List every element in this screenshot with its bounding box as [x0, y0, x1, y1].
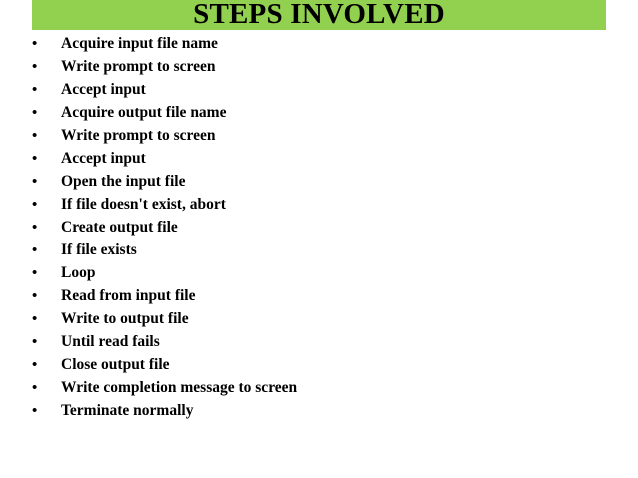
- bullet-icon: •: [32, 35, 38, 52]
- step-text: Write prompt to screen: [61, 57, 216, 75]
- bullet-icon: •: [32, 333, 38, 351]
- bullet-icon: •: [32, 241, 38, 259]
- step-text: Loop: [61, 264, 96, 282]
- title-banner: [32, 0, 606, 30]
- bullet-icon: •: [32, 379, 38, 397]
- step-text: Acquire output file name: [61, 103, 227, 121]
- bullet-icon: •: [32, 402, 38, 419]
- bullet-icon: •: [32, 356, 38, 374]
- step-text: Terminate normally: [61, 402, 194, 419]
- step-text: Create output file: [61, 218, 178, 236]
- step-text: Close output file: [61, 356, 170, 374]
- slide-title: STEPS INVOLVED: [193, 0, 445, 30]
- bullet-icon: •: [32, 80, 38, 98]
- step-text: Open the input file: [61, 172, 186, 190]
- bullet-icon: •: [32, 310, 38, 328]
- step-text: If file doesn't exist, abort: [61, 195, 226, 213]
- step-text: Read from input file: [61, 287, 196, 305]
- bullet-icon: •: [32, 103, 38, 121]
- bullet-icon: •: [32, 172, 38, 190]
- step-text: Write prompt to screen: [61, 126, 216, 144]
- step-text: Write completion message to screen: [61, 379, 298, 397]
- bullet-icon: •: [32, 195, 38, 213]
- step-text: Write to output file: [61, 310, 189, 328]
- bullet-icon: •: [32, 126, 38, 144]
- bullet-icon: •: [32, 149, 38, 167]
- bullet-icon: •: [32, 287, 38, 305]
- bullet-icon: •: [32, 264, 38, 282]
- step-text: Accept input: [61, 149, 146, 167]
- step-text: If file exists: [61, 241, 137, 259]
- bullet-icon: •: [32, 57, 38, 75]
- step-text: Until read fails: [61, 333, 160, 351]
- step-text: Accept input: [61, 80, 146, 98]
- step-text: Acquire input file name: [61, 35, 218, 52]
- bullet-icon: •: [32, 218, 38, 236]
